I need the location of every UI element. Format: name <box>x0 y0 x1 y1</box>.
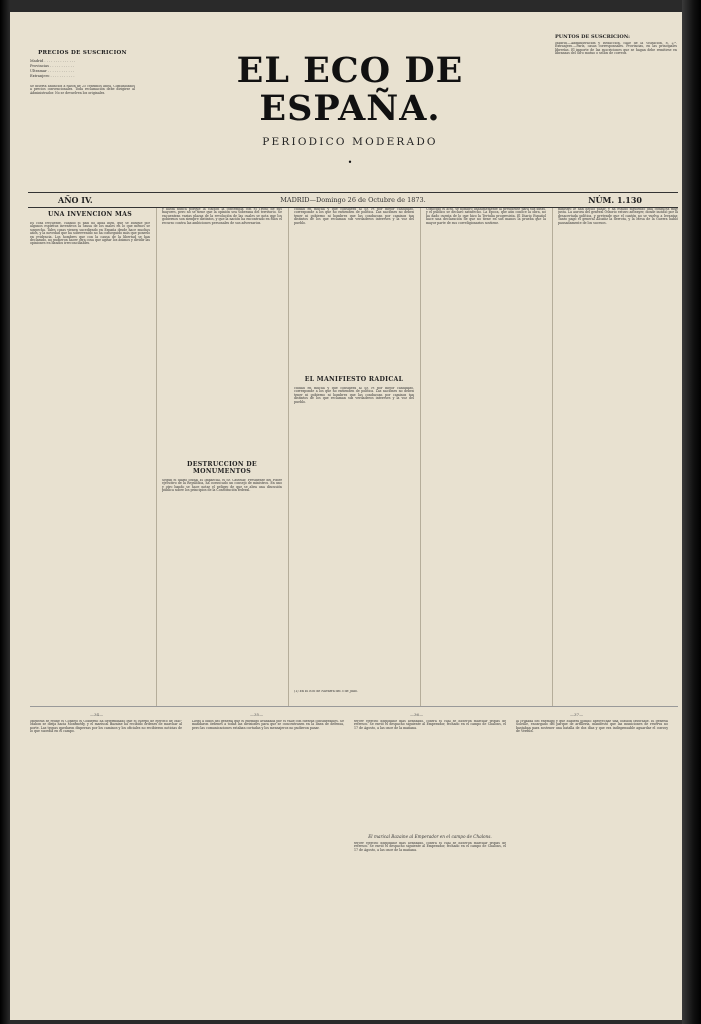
subscription-row: Madrid . . . . . . . . . . . . . . <box>30 59 76 63</box>
column-divider <box>156 208 157 706</box>
page-folio: —35— <box>250 712 264 717</box>
subscription-notes: Se inserta anuncios a razón de 25 céntimos línea. Comunicados a precios convencionales. Toda reclamación debe dirigirse al Administrador. No se devuelven los originales. <box>30 85 135 95</box>
feuilleton-text: Llegó a oídos del general que el enemigo avanzaba por el valle con fuerzas considerables. Se mandaron órdenes a todas las divisiones para que se concentrasen en la línea de defensa, pero las comunicaciones estaban cortadas y los mensajeros no pudieron pasar. <box>192 720 344 730</box>
article-heading: EL MANIFIESTO RADICAL <box>304 376 404 383</box>
newspaper-subtitle: PERIODICO MODERADO <box>262 136 438 148</box>
feuilleton-rule <box>30 706 678 707</box>
feuilleton-heading: El marical Bazaine al Emperador en el campo de Chalons. <box>368 834 492 839</box>
column-1 <box>30 208 150 706</box>
issue-number: NÚM. 1.130 <box>588 195 642 205</box>
column-3 <box>294 208 414 706</box>
article-heading: DESTRUCCION DE MONUMENTOS <box>187 461 257 475</box>
year-label: AÑO IV. <box>58 195 93 205</box>
column-4 <box>426 208 546 706</box>
column-5 <box>558 208 678 706</box>
front-page-columns <box>30 208 678 706</box>
feuilleton-column-3 <box>354 720 506 1010</box>
points-text: Madrid.—Administración y Redacción, calle de la Visitación, 8, 2.º. Extranjero.—París, casas corresponsales. Provincias, en las principales librerías. El importe de las suscriciones que se hagan debe remitirse en libranzas del Giro mutuo o sellos de correos. <box>555 42 677 56</box>
feuilleton-columns <box>30 720 678 1010</box>
left-edge-shadow <box>0 0 10 1024</box>
feuilleton-column-4 <box>516 720 668 1010</box>
page-folio: —34— <box>90 712 104 717</box>
column-divider <box>420 208 421 706</box>
feuilleton-text: tercer ejército disponible más avanzado, contra el cual se hicieron marchar tropas de refresco. Se envió el despacho siguiente al Emperador, fechado en el campo de Chalons, el 17 de Agosto, a las once de la mañana. <box>354 720 506 730</box>
newspaper-page <box>10 12 682 1020</box>
masthead <box>150 52 550 167</box>
subscription-box <box>30 50 135 180</box>
article-body: Conocido el acto, se nombró unánimemente al presidente para sus ideas, y el público se declaró satisfecho. La Época, que aún conoce la obra, no ha dado cuenta de lo que hizo la Tertulia progresista. El Diario Español hace una declaración de que no tiene en sus manos la prueba que la mayor parte de sus correligionarios sostiene. <box>426 208 546 225</box>
feuilleton-text: tercer ejército disponible más avanzado, contra el cual se hicieron marchar tropas de refresco. Se envió el despacho siguiente al Emperador, fechado en el campo de Chalons, el 17 de Agosto, a las once de la mañana. <box>354 842 506 852</box>
column-2 <box>162 208 282 706</box>
article-body: y hasta nunca porque la Nación la contempla con el Trono de sus mayores, pero no se tiene que la opinión sea soberana del territorio. Se encuentran varias plazas de la revolución de las cuales se nota que los gobiernos son siempre distintos, y que la nación ha encontrado en ellos el recurso contra las ambiciones personales de sus adversarios. <box>162 208 282 225</box>
footnote: (1) En El Eco de Navarra del 5 de Julio. <box>294 690 358 693</box>
article-heading: UNA INVENCION MAS <box>48 211 132 218</box>
article-body: Según el diario oficial El Imparcial, el Sr. Castelar, Presidente del Poder ejecutivo de la República, ha convocado un consejo de ministros. En uno y otro bando se hace notar el peligro de que se abra una discusión pública sobre los principios de la Constitución federal. <box>162 479 282 493</box>
subscription-table <box>30 59 135 79</box>
subscription-points-box <box>555 34 677 174</box>
binding-spine <box>682 0 701 1024</box>
feuilleton-text: Mientras se reúne el Consejo el Gobierno ha determinado que el cuerpo de ejército de Mac-Mahon se dirija hacia Montmédy, y el mariscal Bazaine ha recibido órdenes de marchar al norte. Las tropas quedaron dispersas por los caminos y los oficiales no recibieron noticias de lo que sucedía en el campo. <box>30 720 182 734</box>
feuilleton-text: la cruzada del enemigo y que hubiera podido aprovechar una ocasión favorable. El general Soleille, encargado del parque de artillería, manifestó que las municiones de reserva no bastaban para sostener una batalla de dos días y que era indispensable aguardar el convoy de Verdún. <box>516 720 668 734</box>
page-folio: —37— <box>570 712 584 717</box>
article-body: Es cosa frecuente, cuando el país no anda bien, que se busque por algunos espíritus inventivos la causa de los males en lo que menos se sospecha. Tales cosas vienen sucediendo en España desde hace muchos años, y la novedad que ha sobrevenido no ha conseguido más que ponerlo en evidencia. Los hombres que con la causa de la libertad se han declarado, no pudieron hacer otra cosa que agitar los ánimos y dividir las opiniones en bandos irreconciliables. <box>30 222 150 246</box>
subscription-row: Extranjero . . . . . . . . . . . <box>30 74 75 78</box>
points-title: PUNTOS DE SUSCRICION: <box>555 34 630 40</box>
subscription-title: PRECIOS DE SUSCRICION <box>38 50 127 56</box>
newspaper-title: EL ECO DE ESPAÑA. <box>236 50 464 129</box>
dateline-bar <box>28 192 678 208</box>
page-folio: —36— <box>410 712 424 717</box>
article-body: ciudad en mucha y que considera al Sr. Pi por mejor candidato, corresponde a los que no entienden de política. Las naciones no deben tener ni gobierno ni hombres que las conduzcan por caminos tan distintos de los que reclaman sus verdaderos intereses y la voz del pueblo. <box>294 208 414 225</box>
subscription-row: Ultramar . . . . . . . . . . . . <box>30 69 75 73</box>
date-label: MADRID—Domingo 26 de Octubre de 1873. <box>280 196 426 204</box>
column-divider <box>552 208 553 706</box>
masthead-ornament: • <box>347 158 353 167</box>
feuilleton-column-2 <box>192 720 344 1010</box>
feuilleton-column-1 <box>30 720 182 1010</box>
column-divider <box>288 208 289 706</box>
subscription-row: Provincias . . . . . . . . . . . <box>30 64 75 68</box>
article-body: ministro le han hecho pasar, y ha estado siguiendo una conducta muy justa. La aurora del general Ossorio estuvo anteayer, donde incidió por la desacertada política, y pretende que el cantón no se vuelva a levantar. Tanto pagó el general Alcañiz la derrota, y la Mesa de la Guerra habló pausadamente de los sucesos. <box>558 208 678 225</box>
article-body: ciudad en mucha y que considera al Sr. Pi por mejor candidato, corresponde a los que no entienden de política. Las naciones no deben tener ni gobierno ni hombres que las conduzcan por caminos tan distintos de los que reclaman sus verdaderos intereses y la voz del pueblo. <box>294 387 414 404</box>
